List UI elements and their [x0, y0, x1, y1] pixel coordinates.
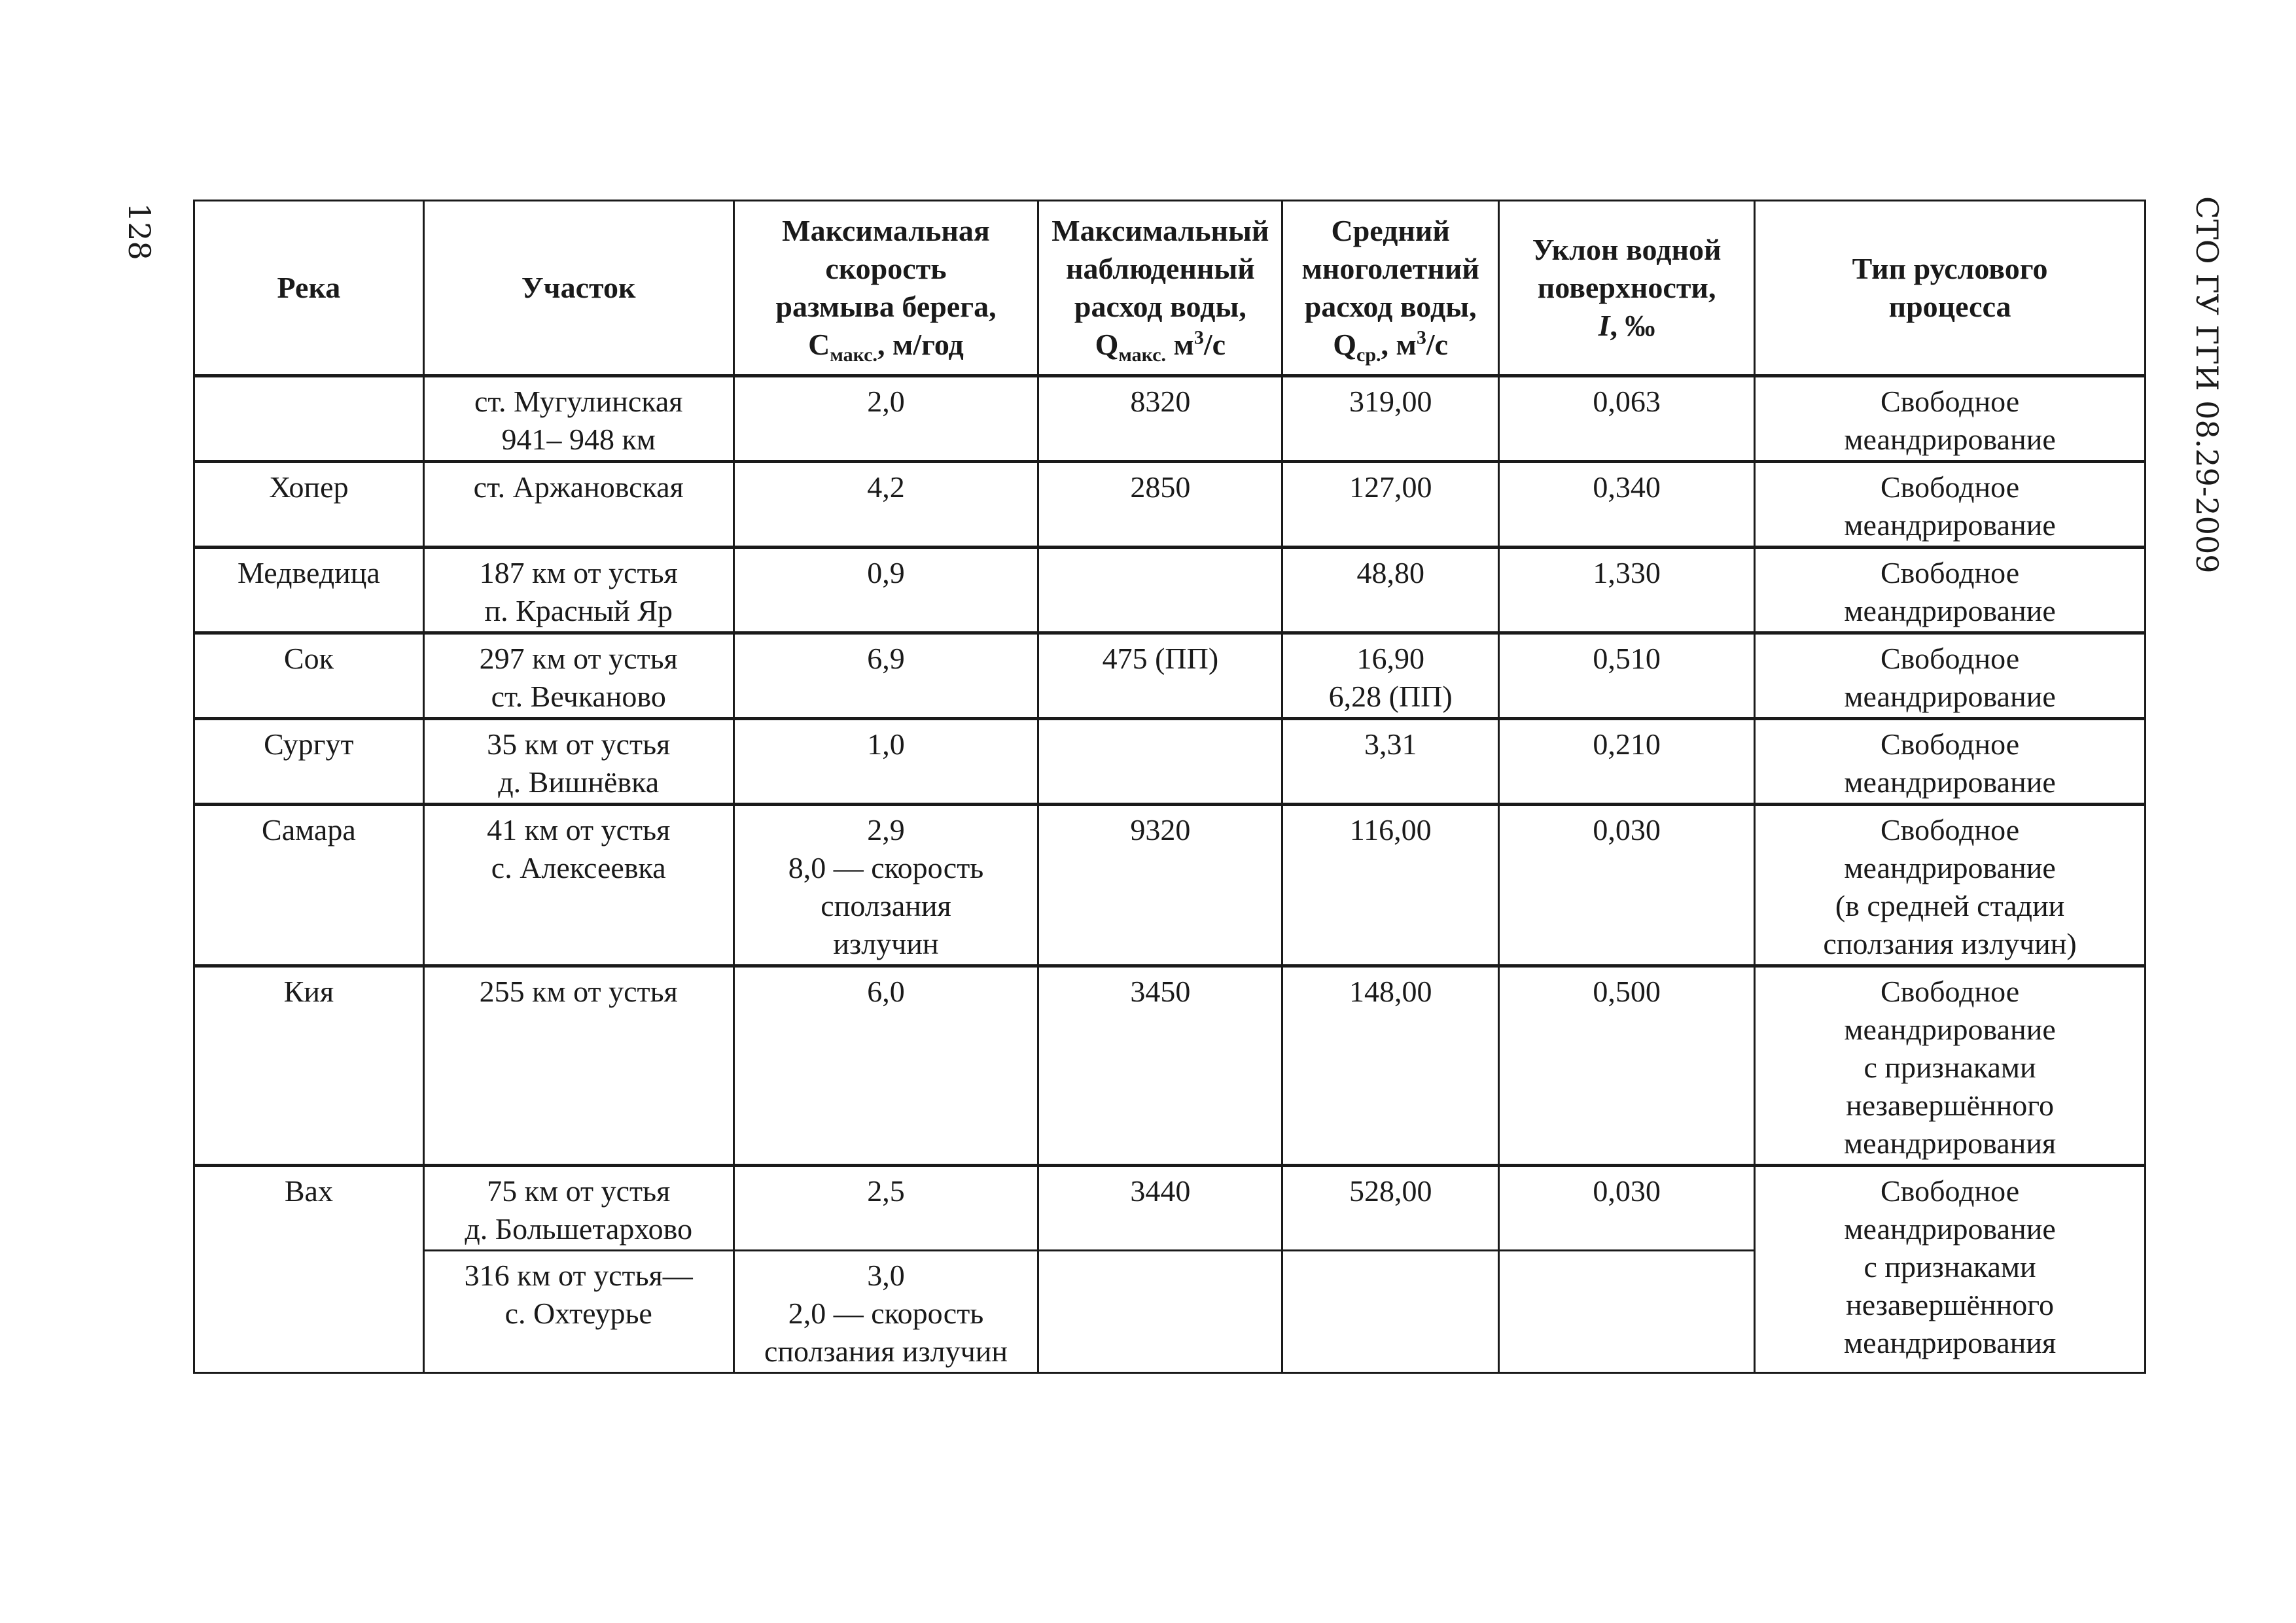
header-max-discharge: Максимальный наблюденный расход воды, $Q_{макс.}$ $м^3/с$	[1038, 201, 1282, 376]
header-mean-discharge: Средний многолетний расход воды, $Q_{ср.}$, $м^3/с$	[1282, 201, 1499, 376]
table-row	[194, 462, 2146, 548]
header-river: Река	[194, 201, 424, 376]
cell-speed: 2,9 8,0 — скорость сползания излучин	[733, 805, 1038, 966]
cell-speed: 2,5	[733, 1166, 1038, 1251]
cell-site: 187 км от устья п. Красный Яр	[423, 548, 733, 633]
cell-qmax	[1038, 719, 1282, 805]
cell-qmax: 475 (ПП)	[1038, 633, 1282, 719]
table-row	[194, 633, 2146, 719]
cell-speed: 1,0	[733, 719, 1038, 805]
cell-river: Сургут	[194, 719, 424, 805]
cell-slope: 0,500	[1499, 966, 1755, 1166]
cell-speed: 2,0	[733, 376, 1038, 462]
cell-site: 297 км от устья ст. Вечканово	[423, 633, 733, 719]
cell-site: 255 км от устья	[423, 966, 733, 1166]
cell-slope: 0,510	[1499, 633, 1755, 719]
cell-slope: 0,210	[1499, 719, 1755, 805]
cell-site: 35 км от устья д. Вишнёвка	[423, 719, 733, 805]
document-code: СТО ГУ ГГИ 08.29-2009	[2189, 196, 2225, 574]
cell-river: Медведица	[194, 548, 424, 633]
cell-slope: 0,063	[1499, 376, 1755, 462]
cell-river: Вах	[194, 1166, 424, 1373]
cell-qmax: 3450	[1038, 966, 1282, 1166]
cell-slope: 1,330	[1499, 548, 1755, 633]
table-row	[194, 548, 2146, 633]
cell-qmax: 2850	[1038, 462, 1282, 548]
cell-slope: 0,030	[1499, 805, 1755, 966]
cell-speed: 0,9	[733, 548, 1038, 633]
cell-type: Свободное меандрирование (в средней стадии сползания излучин)	[1755, 805, 2146, 966]
cell-river: Самара	[194, 805, 424, 966]
table-row	[194, 719, 2146, 805]
cell-type: Свободное меандрирование	[1755, 548, 2146, 633]
cell-qavg: 528,00	[1282, 1166, 1499, 1251]
cell-speed: 6,9	[733, 633, 1038, 719]
cell-qavg: 319,00	[1282, 376, 1499, 462]
header-channel-process-type: Тип руслового процесса	[1755, 201, 2146, 376]
cell-type: Свободное меандрирование с признаками незавершённого меандрирования	[1755, 1166, 2146, 1373]
river-data-table	[193, 200, 2146, 1374]
cell-qmax: 3440	[1038, 1166, 1282, 1251]
header-surface-slope: Уклон водной поверхности, I, ‰	[1499, 201, 1755, 376]
cell-slope	[1499, 1251, 1755, 1373]
header-erosion-speed: Максимальная скорость размыва берега, $С_{макс.}$, м/год	[733, 201, 1038, 376]
cell-site: 316 км от устья— с. Охтеурье	[423, 1251, 733, 1373]
cell-type: Свободное меандрирование	[1755, 719, 2146, 805]
table-header-row	[194, 201, 2146, 376]
cell-site: ст. Аржановская	[423, 462, 733, 548]
cell-speed: 4,2	[733, 462, 1038, 548]
cell-river	[194, 376, 424, 462]
cell-qavg	[1282, 1251, 1499, 1373]
cell-site: 41 км от устья с. Алексеевка	[423, 805, 733, 966]
cell-site: 75 км от устья д. Большетархово	[423, 1166, 733, 1251]
cell-river: Кия	[194, 966, 424, 1166]
table-row	[194, 376, 2146, 462]
cell-qmax	[1038, 1251, 1282, 1373]
table-row	[194, 966, 2146, 1166]
cell-qavg: 116,00	[1282, 805, 1499, 966]
cell-qavg: 16,90 6,28 (ПП)	[1282, 633, 1499, 719]
cell-speed: 6,0	[733, 966, 1038, 1166]
cell-type: Свободное меандрирование	[1755, 462, 2146, 548]
cell-river: Хопер	[194, 462, 424, 548]
cell-river: Сок	[194, 633, 424, 719]
table-row	[194, 1166, 2146, 1251]
cell-qmax	[1038, 548, 1282, 633]
table-row	[194, 805, 2146, 966]
cell-qmax: 8320	[1038, 376, 1282, 462]
cell-slope: 0,030	[1499, 1166, 1755, 1251]
cell-type: Свободное меандрирование	[1755, 633, 2146, 719]
cell-slope: 0,340	[1499, 462, 1755, 548]
cell-qmax: 9320	[1038, 805, 1282, 966]
cell-speed: 3,0 2,0 — скорость сползания излучин	[733, 1251, 1038, 1373]
cell-site: ст. Мугулинская 941– 948 км	[423, 376, 733, 462]
cell-type: Свободное меандрирование	[1755, 376, 2146, 462]
cell-type: Свободное меандрирование с признаками незавершённого меандрирования	[1755, 966, 2146, 1166]
header-site: Участок	[423, 201, 733, 376]
cell-qavg: 127,00	[1282, 462, 1499, 548]
cell-qavg: 148,00	[1282, 966, 1499, 1166]
cell-qavg: 3,31	[1282, 719, 1499, 805]
page-number: 128	[122, 203, 157, 260]
cell-qavg: 48,80	[1282, 548, 1499, 633]
